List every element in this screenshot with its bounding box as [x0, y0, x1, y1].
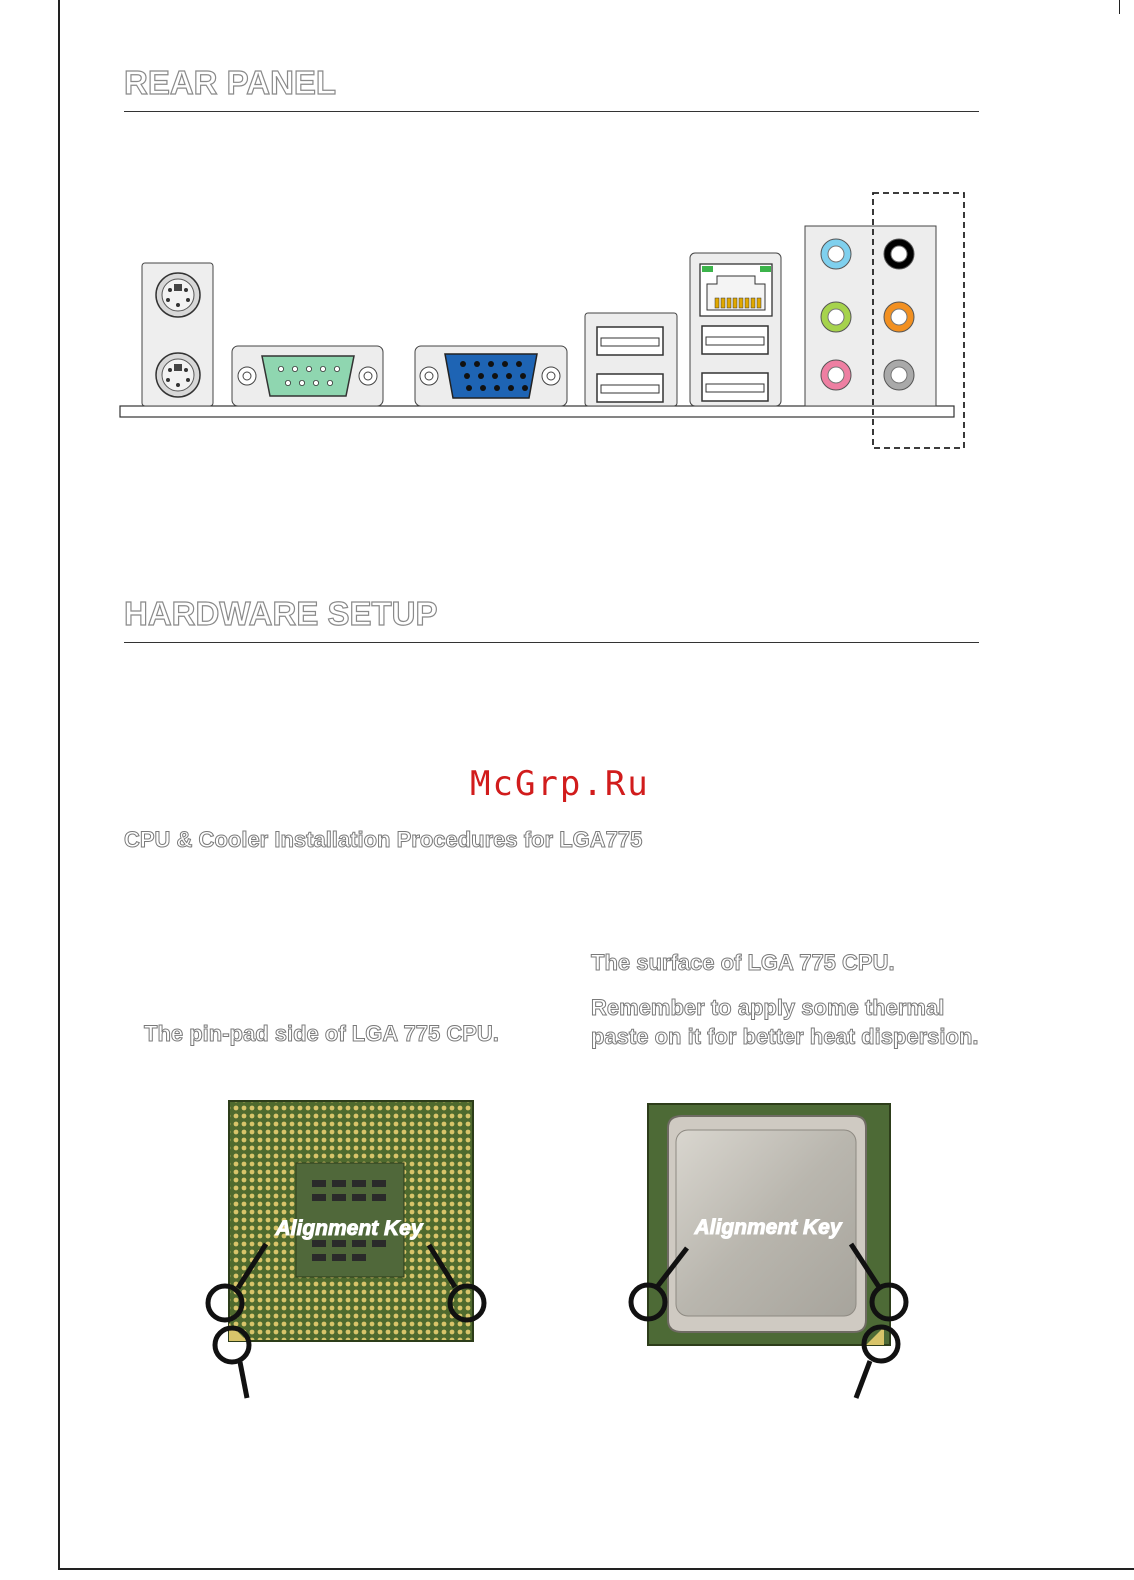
watermark: McGrp.Ru [470, 764, 650, 804]
alignment-key-label-left: Alignment Key [275, 1217, 423, 1240]
surface-caption: The surface of LGA 775 CPU. [591, 950, 895, 975]
cpu-surface-side [631, 1104, 906, 1398]
alignment-key-label-right: Alignment Key [694, 1216, 842, 1239]
hardware-setup-heading: HARDWARE SETUP [124, 595, 438, 632]
cpu-pin-pad-side [208, 1101, 484, 1398]
alignment-key-label [274, 1217, 423, 1240]
pin-pad-caption: The pin-pad side of LGA 775 CPU. [144, 1021, 499, 1046]
thermal-caption-line1: Remember to apply some thermal [591, 995, 945, 1020]
thermal-caption-line2: paste on it for better heat dispersion. [591, 1024, 979, 1049]
rear-panel-heading: REAR PANEL [124, 64, 337, 101]
procedure-title: CPU & Cooler Installation Procedures for LGA775 [124, 827, 643, 852]
